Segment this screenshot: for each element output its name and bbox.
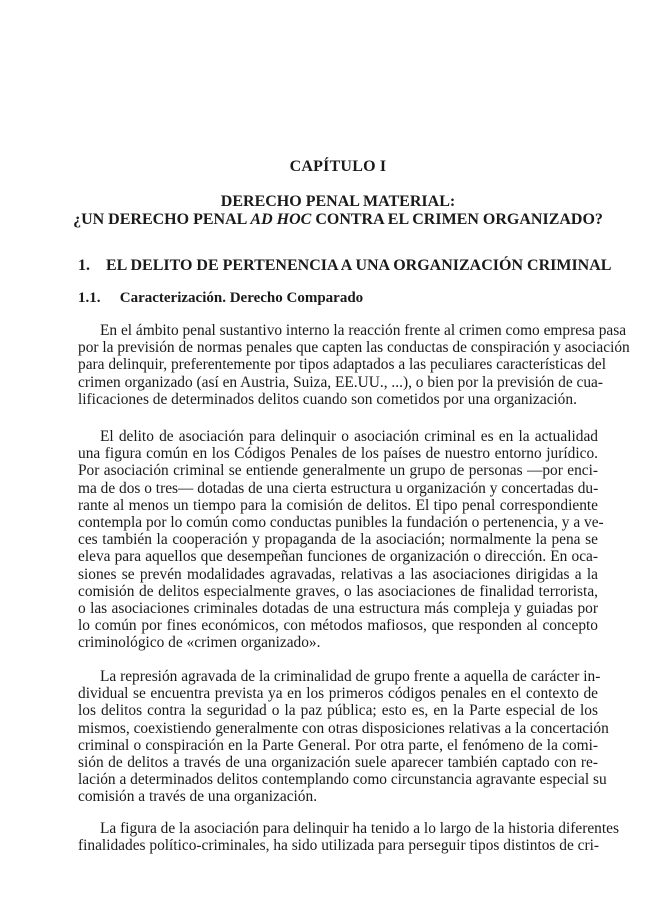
paragraph-1 — [78, 322, 630, 408]
paragraph-line: una figura común en los Códigos Penales de los países de nuestro entorno jurídico. — [78, 445, 598, 463]
chapter-title-pre: ¿UN DERECHO PENAL — [73, 211, 251, 228]
paragraph-line: lación a determinados delitos contemplando como circunstancia agravante especial su — [78, 771, 607, 789]
paragraph-line: Por asociación criminal se entiende generalmente un grupo de personas —por enci- — [78, 462, 598, 480]
paragraph-line: rante al menos un tiempo para la comisión de delitos. El tipo penal correspondiente — [78, 496, 598, 514]
paragraph-line: En el ámbito penal sustantivo interno la reacción frente al crimen como empresa pasa — [100, 322, 627, 339]
paragraph-line: por la previsión de normas penales que capten las conductas de conspiración y asociación — [78, 339, 630, 357]
paragraph-line: ces también la cooperación y propaganda de la asociación; normalmente la pena se — [78, 531, 598, 549]
chapter-label: CAPÍTULO I — [289, 158, 387, 175]
paragraph-2 — [78, 428, 604, 652]
paragraph-line: comisión de delitos especialmente graves, o las asociaciones de finalidad terrorista, — [78, 582, 598, 600]
paragraph-line: crimen organizado (así en Austria, Suiza, EE.UU., ...), o bien por la previsión de cua- — [78, 373, 603, 391]
chapter-title-line-1: DERECHO PENAL MATERIAL: — [220, 193, 456, 210]
paragraph-line: El delito de asociación para delinquir o asociación criminal es en la actualidad — [100, 428, 598, 445]
paragraph-line: eleva para aquellos que desempeñan funciones de organización o dirección. En oca- — [78, 548, 598, 566]
paragraph-line: comisión a través de una organización. — [78, 788, 318, 806]
chapter-title-italic: AD HOC — [250, 211, 312, 228]
paragraph-line: o las asociaciones criminales dotadas de una estructura más compleja y guiadas por — [78, 599, 598, 617]
paragraph-line: sión de delitos a través de una organización suele aparecer también captado con re- — [78, 753, 598, 771]
section-heading — [78, 257, 612, 275]
paragraph-line: lo común por fines económicos, con métodos mafiosos, que responden al concepto — [78, 617, 598, 635]
paragraph-line: para delinquir, preferentemente por tipos adaptados a las peculiares características del — [78, 356, 606, 374]
paragraph-3 — [78, 668, 609, 806]
subsection-number: 1.1. — [78, 290, 101, 306]
paragraph-4 — [78, 820, 619, 855]
paragraph-line: ma de dos o tres— dotadas de una cierta estructura u organización y concertadas du- — [78, 479, 599, 497]
paragraph-line: criminológico de «crimen organizado». — [78, 634, 321, 652]
section-title: EL DELITO DE PERTENENCIA A UNA ORGANIZACIÓN CRIMINAL — [106, 257, 612, 274]
paragraph-line: dividual se encuentra prevista ya en los primeros códigos penales en el contexto de — [78, 685, 598, 703]
paragraph-line: contempla por lo común como conductas punibles la fundación o pertenencia, y a ve- — [78, 513, 604, 531]
section-number: 1. — [78, 257, 90, 274]
chapter-title — [72, 193, 604, 229]
subsection-heading — [78, 290, 598, 307]
chapter-title-line-2 — [72, 211, 604, 229]
paragraph-line: La figura de la asociación para delinquir ha tenido a lo largo de la historia diferentes — [100, 820, 619, 837]
chapter-title-post: CONTRA EL CRIMEN ORGANIZADO? — [311, 211, 603, 228]
paragraph-line: siones se prevén modalidades agravadas, relativas a las asociaciones dirigidas a la — [78, 565, 598, 583]
paragraph-line: mismos, coexistiendo generalmente con otras disposiciones relativas a la concertación — [78, 719, 609, 737]
paragraph-line: los delitos contra la seguridad o la paz pública; esto es, en la Parte especial de los — [78, 702, 598, 720]
subsection-title: Caracterización. Derecho Comparado — [119, 290, 364, 306]
paragraph-line: criminal o conspiración en la Parte General. Por otra parte, el fenómeno de la comi- — [78, 736, 598, 754]
paragraph-line: finalidades político-criminales, ha sido utilizada para perseguir tipos distintos de cri- — [78, 837, 599, 855]
paragraph-line: La represión agravada de la criminalidad de grupo frente a aquella de carácter in- — [100, 668, 601, 685]
paragraph-line: lificaciones de determinados delitos cuando son cometidos por una organización. — [78, 390, 577, 408]
